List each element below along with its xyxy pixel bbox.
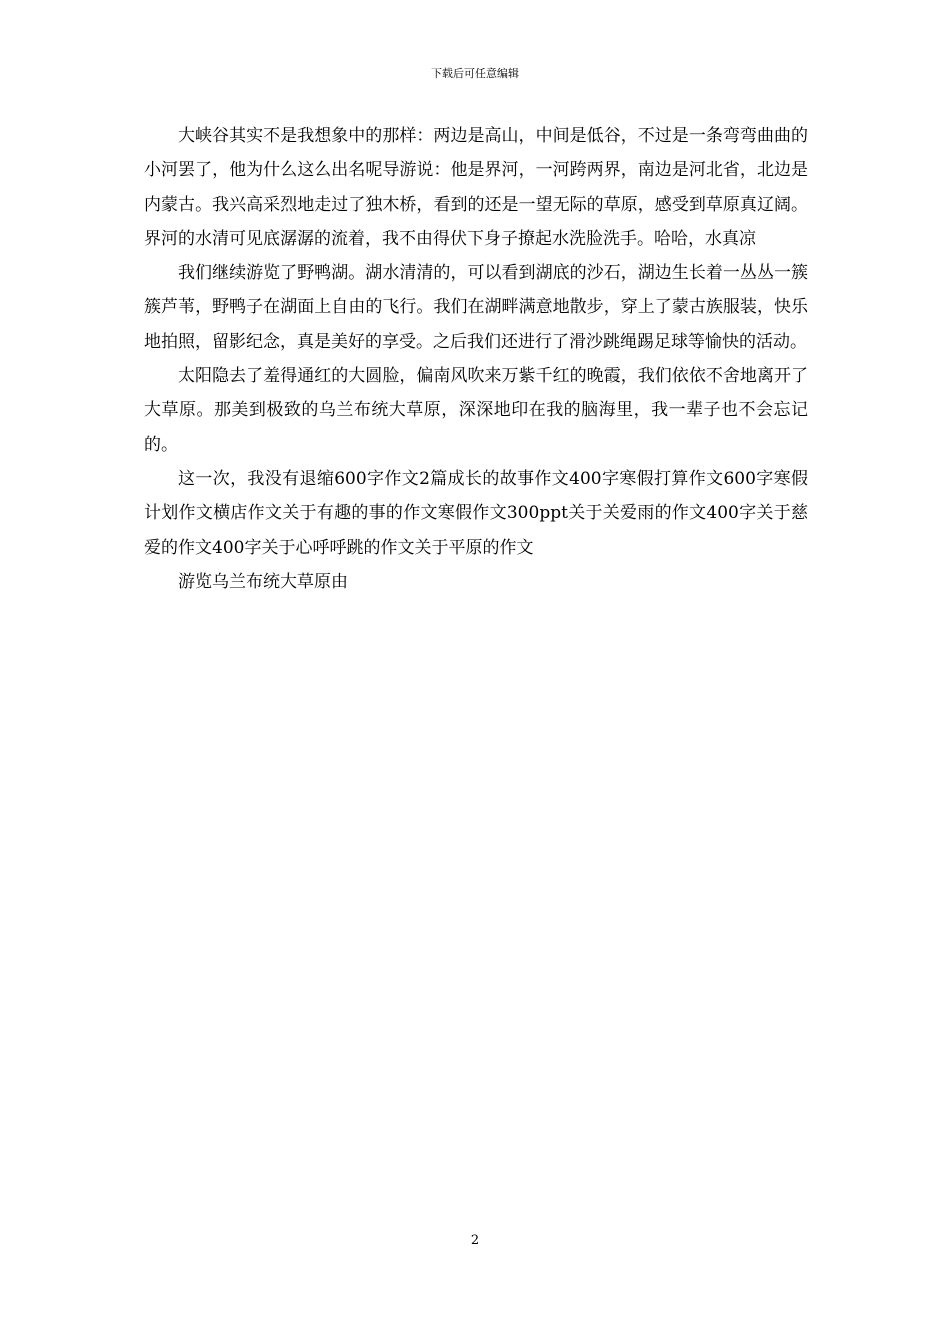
paragraph: 太阳隐去了羞得通红的大圆脸，偏南风吹来万紫千红的晚霞，我们依依不舍地离开了大草原。那美到极致的乌兰布统大草原，深深地印在我的脑海里，我一辈子也不会忘记的。 (144, 366, 808, 455)
header-note: 下载后可任意编辑 (431, 67, 519, 80)
page-number: 2 (470, 1233, 480, 1248)
paragraph: 游览乌兰布统大草原由 (178, 571, 348, 592)
paragraph: 这一次，我没有退缩600字作文2篇成长的故事作文400字寒假打算作文600字寒假计划作文横店作文关于有趣的事的作文寒假作文300ppt关于关爱雨的作文400字关于慈爱的作文400字关于心呼呼跳的作文关于平原的作文 (144, 468, 808, 558)
paragraph: 我们继续游览了野鸭湖。湖水清清的，可以看到湖底的沙石，湖边生长着一丛丛一簇簇芦苇，野鸭子在湖面上自由的飞行。我们在湖畔满意地散步，穿上了蒙古族服装，快乐地拍照，留影纪念，真是美好的享受。之后我们还进行了滑沙跳绳踢足球等愉快的活动。 (144, 263, 808, 352)
paragraph: 大峡谷其实不是我想象中的那样：两边是高山，中间是低谷，不过是一条弯弯曲曲的小河罢了，他为什么这么出名呢导游说：他是界河，一河跨两界，南边是河北省，北边是内蒙古。我兴高采烈地走过了独木桥，看到的还是一望无际的草原，感受到草原真辽阔。界河的水清可见底潺潺的流着，我不由得伏下身子撩起水洗脸洗手。哈哈，水真凉 (144, 126, 808, 249)
document-body (144, 119, 808, 599)
